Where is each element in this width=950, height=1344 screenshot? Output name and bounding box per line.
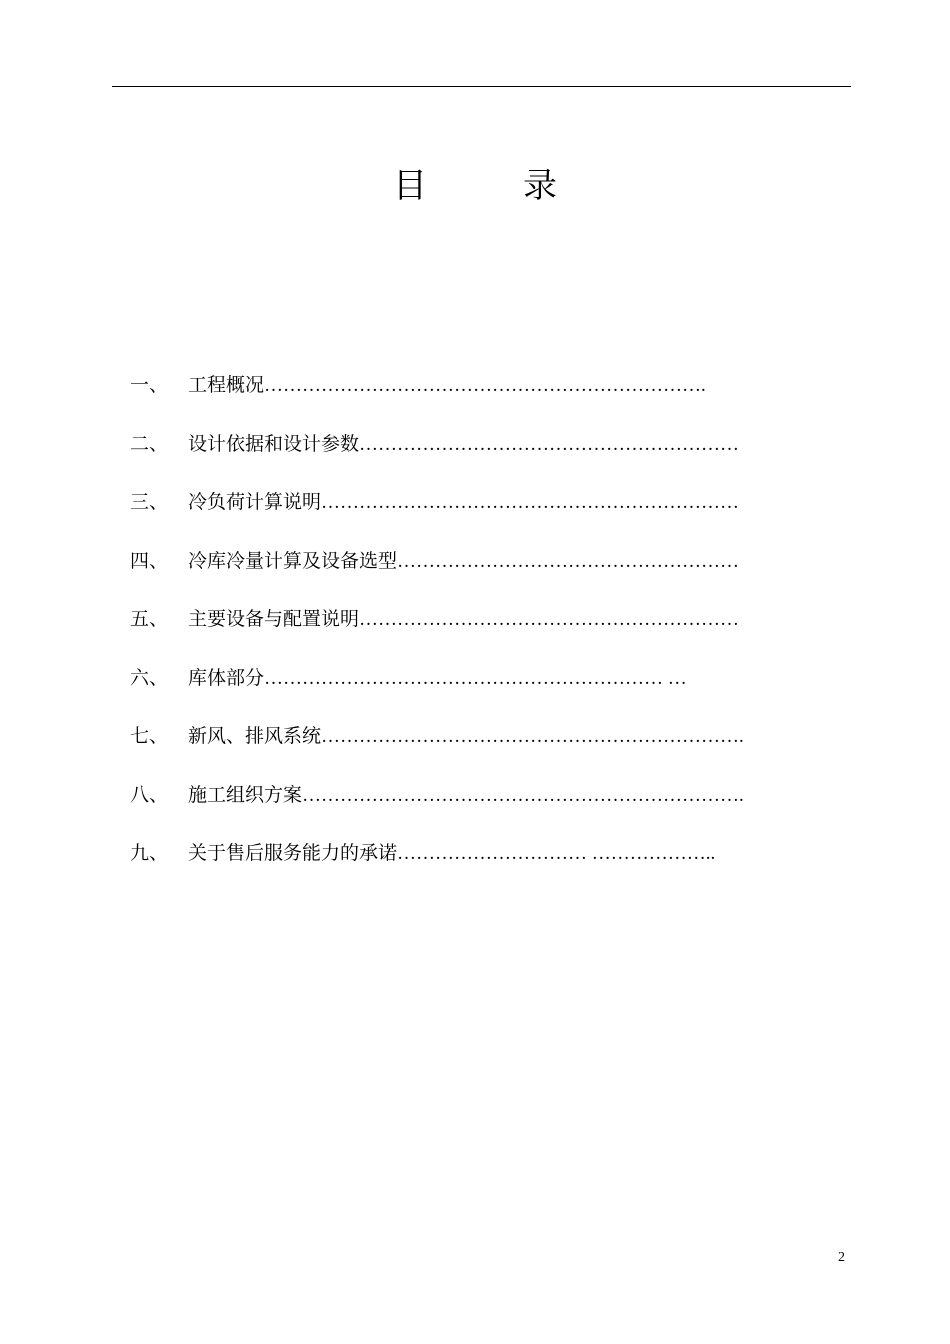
page-number: 2 (838, 1250, 845, 1265)
toc-leader-dots: ……………………………………………… (397, 550, 740, 572)
header-rule (112, 86, 851, 87)
toc-item-label: 冷库冷量计算及设备选型 (188, 549, 398, 572)
toc-leader-dots: ……………………………………………………………. (264, 375, 706, 396)
toc-item-6[interactable] (130, 659, 850, 718)
toc-item-label: 关于售后服务能力的承诺 (188, 842, 398, 864)
toc-leader-dots: ………………………………………………………… (321, 492, 740, 513)
toc-item-number: 三、 (130, 491, 169, 513)
toc-leader-dots: ………………………… ……………….. (397, 843, 716, 864)
toc-leader-dots: ……………………………………………………………. (302, 784, 744, 806)
toc-item-number: 六、 (130, 666, 169, 689)
toc-item-label: 主要设备与配置说明 (188, 608, 360, 630)
toc-item-7[interactable] (130, 717, 850, 776)
toc-item-3[interactable] (130, 483, 850, 542)
toc-item-5[interactable] (130, 600, 850, 659)
toc-item-number: 七、 (130, 725, 169, 747)
toc-item-number: 九、 (130, 842, 169, 864)
toc-item-9[interactable] (130, 834, 850, 893)
toc-item-label: 库体部分 (188, 666, 265, 689)
toc-leader-dots: ……………………………………………………… … (264, 667, 687, 689)
toc-leader-dots: …………………………………………………………. (321, 726, 744, 747)
toc-item-label: 新风、排风系统 (188, 725, 322, 747)
toc-item-label: 冷负荷计算说明 (188, 491, 322, 513)
toc-item-8[interactable] (130, 776, 850, 835)
toc-title (0, 162, 950, 210)
toc-item-2[interactable] (130, 425, 850, 484)
toc-item-1[interactable] (130, 366, 850, 425)
toc-item-number: 四、 (130, 549, 169, 572)
toc-item-number: 八、 (130, 783, 169, 806)
toc-item-label: 设计依据和设计参数 (188, 432, 360, 455)
toc-leader-dots: …………………………………………………… (359, 433, 740, 455)
toc-item-number: 二、 (130, 432, 169, 455)
toc-leader-dots: …………………………………………………… (359, 609, 740, 630)
title-char-1: 目 (393, 166, 427, 206)
toc-item-number: 一、 (130, 374, 169, 396)
toc-item-4[interactable] (130, 542, 850, 601)
title-char-2: 录 (523, 166, 557, 206)
toc-item-label: 施工组织方案 (188, 783, 303, 806)
table-of-contents (130, 366, 850, 893)
toc-item-label: 工程概况 (188, 374, 265, 396)
toc-item-number: 五、 (130, 608, 169, 630)
